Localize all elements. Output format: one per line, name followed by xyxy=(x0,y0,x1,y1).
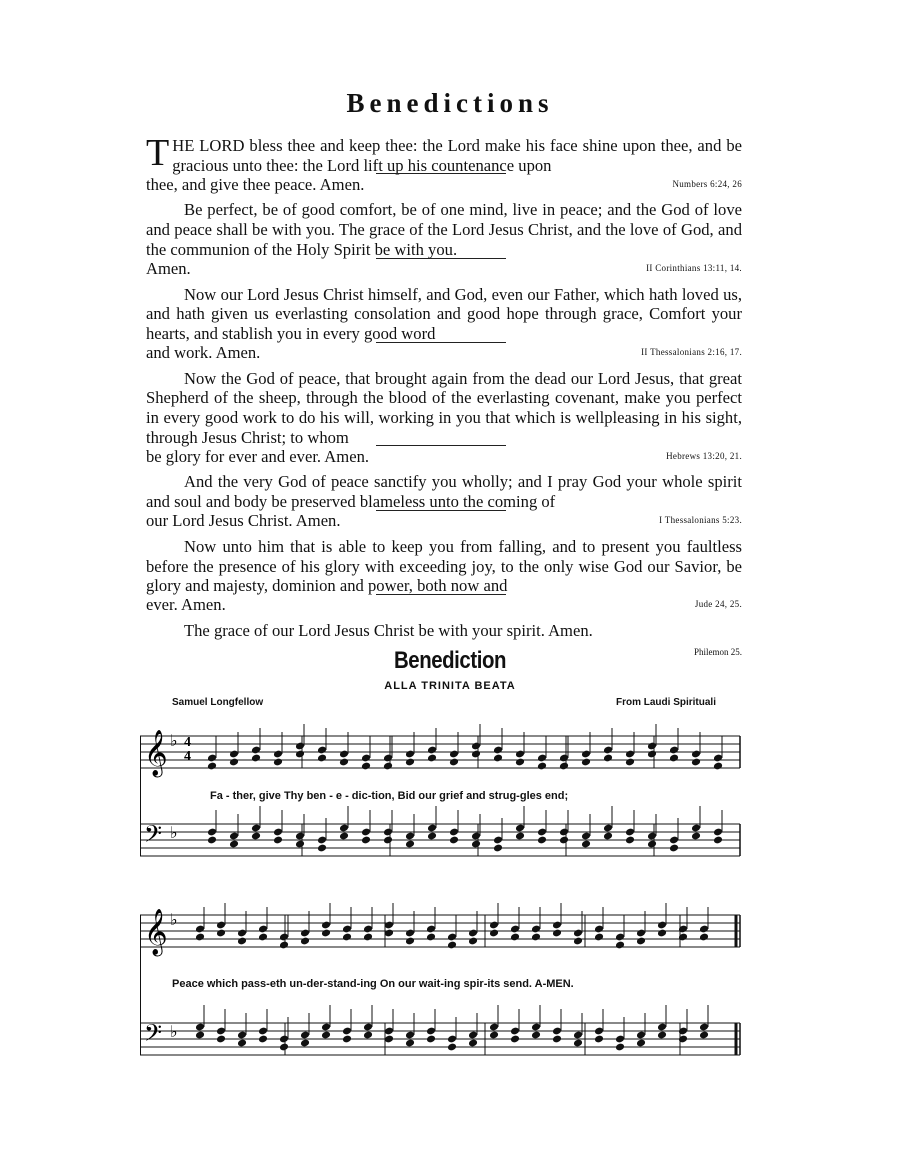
note-head xyxy=(361,836,371,845)
closing-benediction: The grace of our Lord Jesus Christ be with your spirit. Amen. xyxy=(184,620,593,640)
note-head xyxy=(258,1035,268,1044)
note-head xyxy=(615,1043,625,1052)
note-head xyxy=(216,1035,226,1044)
note-head xyxy=(363,1031,373,1040)
bass-staff-1 xyxy=(140,806,740,856)
note-head xyxy=(295,750,305,759)
note-head xyxy=(317,844,327,853)
passage-last-line: our Lord Jesus Christ. Amen. xyxy=(146,511,341,531)
scripture-reference: Jude 24, 25. xyxy=(694,599,742,610)
bass-staff-2 xyxy=(140,1005,740,1055)
note-head xyxy=(449,758,459,767)
scripture-reference: II Thessalonians 2:16, 17. xyxy=(641,346,742,357)
note-head xyxy=(531,933,541,942)
note-head xyxy=(510,1035,520,1044)
note-head xyxy=(447,941,457,950)
page-title: Benedictions xyxy=(346,88,554,118)
note-head xyxy=(363,933,373,942)
passage-i-thessalonians xyxy=(146,472,742,530)
passage-last-line: ever. Amen. xyxy=(146,595,226,615)
note-head xyxy=(489,929,499,938)
note-head xyxy=(713,762,723,771)
passage-hebrews xyxy=(146,369,742,467)
note-head xyxy=(559,836,569,845)
separator-rule xyxy=(376,173,506,174)
note-head xyxy=(537,762,547,771)
passage-last-line: be glory for ever and ever. Amen. xyxy=(146,446,370,466)
treble-clef-icon: 𝄞 xyxy=(144,730,168,776)
note-head xyxy=(559,762,569,771)
note-head xyxy=(657,929,667,938)
note-head xyxy=(237,1039,247,1048)
note-head xyxy=(678,1035,688,1044)
note-head xyxy=(300,937,310,946)
note-head xyxy=(383,762,393,771)
note-head xyxy=(573,937,583,946)
note-head xyxy=(251,832,261,841)
note-head xyxy=(573,1039,583,1048)
note-head xyxy=(339,832,349,841)
note-head xyxy=(342,1035,352,1044)
note-head xyxy=(647,750,657,759)
separator-rule xyxy=(376,510,506,511)
note-head xyxy=(699,933,709,942)
note-head xyxy=(361,762,371,771)
passage-body: Now the God of peace, that brought again from the dead our Lord Jesus, that great Shepherd of the sheep, through the blood of the everlasting covenant, make you perfect in every good work to do his will, working in you that which is wellpleasing in his sight, through Jesus Christ; to whom xyxy=(146,368,742,447)
treble-clef-icon: 𝄞 xyxy=(144,909,168,955)
note-head xyxy=(447,1043,457,1052)
note-head xyxy=(615,941,625,950)
passage-last-line: and work. Amen. xyxy=(146,342,261,362)
passage-last-line: Amen. xyxy=(146,258,191,278)
note-head xyxy=(237,937,247,946)
separator-rule xyxy=(376,594,506,595)
note-head xyxy=(426,933,436,942)
note-head xyxy=(537,836,547,845)
note-head xyxy=(625,836,635,845)
note-head xyxy=(427,832,437,841)
note-head xyxy=(581,758,591,767)
note-head xyxy=(468,937,478,946)
scripture-reference: II Corinthians 13:11, 14. xyxy=(646,262,742,273)
hymn-author: Samuel Longfellow xyxy=(172,697,264,708)
note-head xyxy=(669,754,679,763)
flat-icon: ♭ xyxy=(170,1022,178,1041)
note-head xyxy=(300,1039,310,1048)
flat-icon: ♭ xyxy=(170,823,178,842)
note-head xyxy=(426,1035,436,1044)
note-head xyxy=(603,832,613,841)
passage-last-line: thee, and give thee peace. Amen. xyxy=(146,174,365,194)
time-signature: 4 xyxy=(184,735,191,750)
note-head xyxy=(669,844,679,853)
hymn-lyrics-line-1: Fa - ther, give Thy ben - e - dic-tion, Bid our grief and strug-gles end; xyxy=(210,790,569,802)
separator-rule xyxy=(376,342,506,343)
note-head xyxy=(258,933,268,942)
note-head xyxy=(678,933,688,942)
bass-clef-icon: 𝄢 xyxy=(144,820,163,853)
scripture-reference: Hebrews 13:20, 21. xyxy=(666,450,742,461)
note-head xyxy=(515,832,525,841)
note-head xyxy=(691,832,701,841)
treble-staff-2 xyxy=(140,903,740,957)
note-head xyxy=(657,1031,667,1040)
drop-cap: T xyxy=(146,132,170,174)
note-head xyxy=(405,758,415,767)
note-head xyxy=(552,929,562,938)
note-head xyxy=(321,929,331,938)
note-head xyxy=(515,758,525,767)
closing-reference: Philemon 25. xyxy=(693,646,742,657)
note-head xyxy=(468,1039,478,1048)
passage-body: HE LORD bless thee and keep thee: the Lord make his face shine upon thee, and be gracious unto thee: the Lord lift up his countenance upon xyxy=(172,136,742,175)
note-head xyxy=(342,933,352,942)
note-head xyxy=(449,836,459,845)
note-head xyxy=(279,1043,289,1052)
note-head xyxy=(383,836,393,845)
bass-clef-icon: 𝄢 xyxy=(144,1019,163,1052)
note-head xyxy=(427,754,437,763)
note-head xyxy=(471,840,481,849)
note-head xyxy=(625,758,635,767)
note-head xyxy=(489,1031,499,1040)
note-head xyxy=(295,840,305,849)
note-head xyxy=(339,758,349,767)
note-head xyxy=(273,836,283,845)
note-head xyxy=(713,836,723,845)
flat-icon: ♭ xyxy=(170,731,178,750)
note-head xyxy=(581,840,591,849)
hymn-title: Benediction xyxy=(393,647,507,674)
note-head xyxy=(251,754,261,763)
note-head xyxy=(691,758,701,767)
passage-thessalonians xyxy=(146,285,742,363)
note-head xyxy=(636,937,646,946)
note-head xyxy=(552,1035,562,1044)
scripture-reference: I Thessalonians 5:23. xyxy=(659,515,742,526)
note-head xyxy=(273,758,283,767)
note-head xyxy=(321,1031,331,1040)
hymn-source: From Laudi Spirituali xyxy=(615,697,716,708)
note-head xyxy=(493,754,503,763)
note-head xyxy=(531,1031,541,1040)
note-head xyxy=(207,836,217,845)
note-head xyxy=(594,1035,604,1044)
note-head xyxy=(195,1031,205,1040)
note-head xyxy=(405,840,415,849)
note-head xyxy=(195,933,205,942)
note-head xyxy=(471,750,481,759)
passage-jude xyxy=(146,537,742,615)
separator-rule xyxy=(376,258,506,259)
note-head xyxy=(405,1039,415,1048)
note-head xyxy=(647,840,657,849)
note-head xyxy=(405,937,415,946)
hymn-lyrics-line-2: Peace which pass-eth un-der-stand-ing On our wait-ing spir-its send. A-MEN. xyxy=(172,978,574,990)
note-head xyxy=(636,1039,646,1048)
note-head xyxy=(317,754,327,763)
benedictions-text xyxy=(146,132,742,662)
note-head xyxy=(229,840,239,849)
note-head xyxy=(493,844,503,853)
flat-icon: ♭ xyxy=(170,910,178,929)
time-signature: 4 xyxy=(184,749,191,764)
scripture-reference: Numbers 6:24, 26 xyxy=(672,178,742,189)
note-head xyxy=(279,941,289,950)
note-head xyxy=(207,762,217,771)
note-head xyxy=(229,758,239,767)
passage-body: Be perfect, be of good comfort, be of one mind, live in peace; and the God of love and peace shall be with you. The grace of the Lord Jesus Christ, and the love of God, and the communion of the Holy Spirit be with you. xyxy=(146,200,742,259)
note-head xyxy=(603,754,613,763)
note-head xyxy=(594,933,604,942)
passage-corinthians xyxy=(146,200,742,278)
note-head xyxy=(699,1031,709,1040)
passage-numbers xyxy=(146,132,742,194)
passage-body: And the very God of peace sanctify you wholly; and I pray God your whole spirit and soul and body be preserved blameless unto the coming of xyxy=(146,472,742,512)
note-head xyxy=(216,929,226,938)
separator-rule xyxy=(376,445,506,446)
note-head xyxy=(510,933,520,942)
passage-body: Now our Lord Jesus Christ himself, and God, even our Father, which hath loved us, and hath given us everlasting consolation and good hope through grace, Comfort your hearts, and stablish you in every good word xyxy=(146,284,742,343)
passage-body: Now unto him that is able to keep you from falling, and to present you faultless before the presence of his glory with exceeding joy, to the only wise God our Savior, be glory and majesty, dominion and power, both now and xyxy=(146,536,742,596)
tune-name: ALLA TRINITA BEATA xyxy=(384,680,516,692)
treble-staff-1 xyxy=(140,724,740,778)
